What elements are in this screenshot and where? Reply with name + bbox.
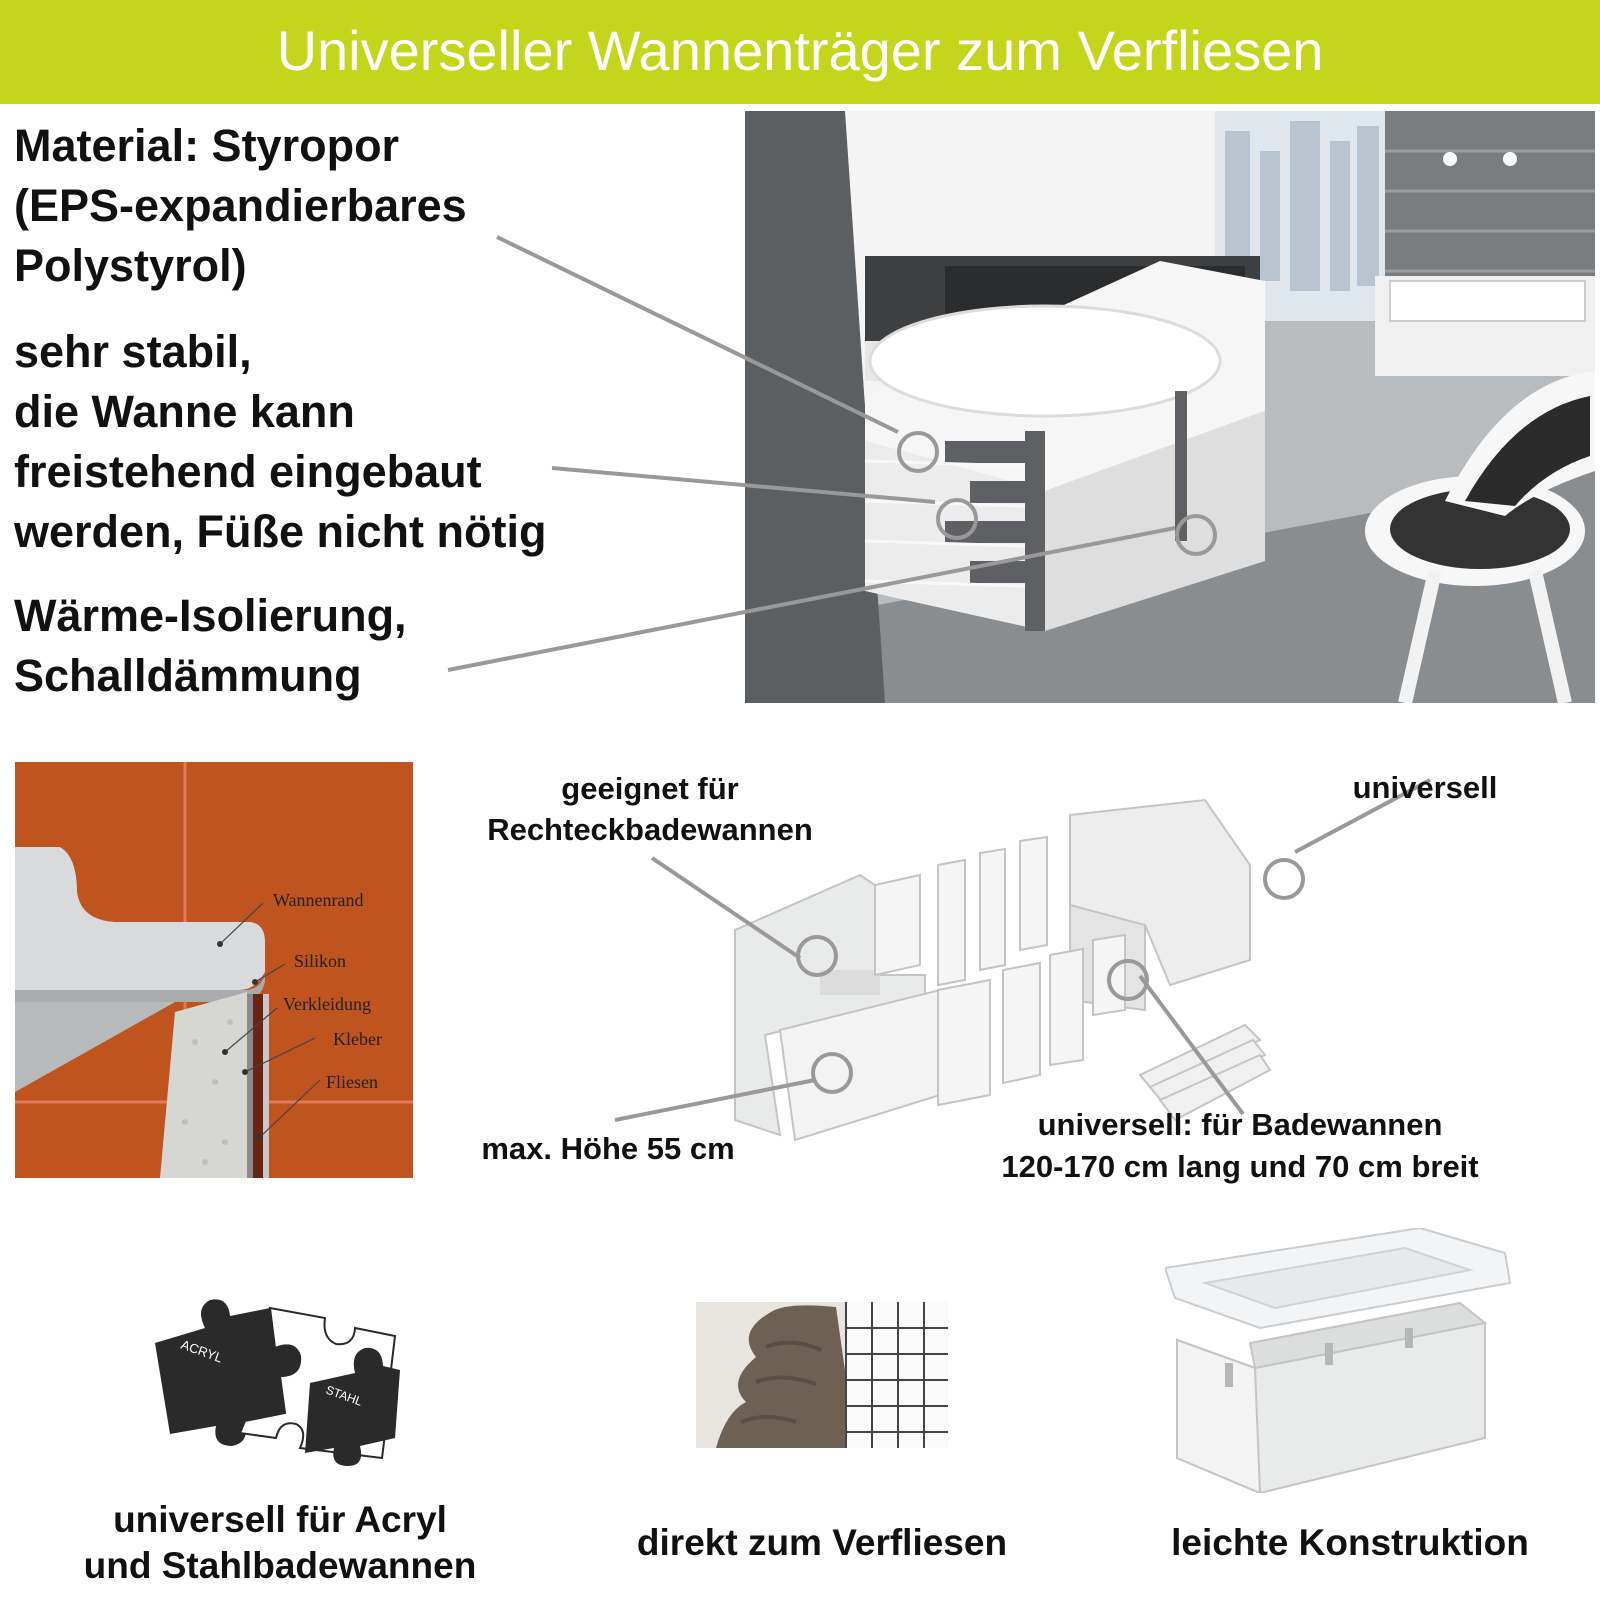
- label-max-height: max. Höhe 55 cm: [481, 1131, 735, 1166]
- puzzle-icon: [150, 1288, 400, 1468]
- feature-material-line2: (EPS-expandierbares: [14, 180, 467, 231]
- feature-stability-line4: werden, Füße nicht nötig: [14, 506, 547, 557]
- feature-stability-line3: freistehend eingebaut: [14, 446, 482, 497]
- callout-lines-top: [0, 0, 1600, 720]
- feature-insulation-line1: Wärme-Isolierung,: [14, 590, 407, 641]
- label-universell: universell: [1352, 770, 1498, 805]
- label-size-line1: universell: für Badewannen: [1037, 1107, 1443, 1142]
- feature-stability-line2: die Wanne kann: [14, 386, 355, 437]
- caption-acryl-line1: universell für Acryl: [113, 1499, 447, 1540]
- label-fliesen: Fliesen: [326, 1072, 378, 1092]
- feature-material-line3: Polystyrol): [14, 240, 247, 291]
- caption-konstruktion: leichte Konstruktion: [1171, 1522, 1529, 1563]
- carrier-with-tub-illustration: [1165, 1228, 1513, 1493]
- label-verkleidung: Verkleidung: [283, 994, 371, 1014]
- caption-verfliesen: direkt zum Verfliesen: [636, 1522, 1008, 1563]
- puzzle-stahl-label: STAHL: [323, 1382, 365, 1409]
- label-size-line2: 120-170 cm lang und 70 cm breit: [1001, 1149, 1479, 1184]
- tile-adhesive-photo: [696, 1262, 948, 1448]
- label-kleber: Kleber: [333, 1029, 382, 1049]
- label-rect-line1: geeignet für: [561, 771, 739, 806]
- feature-stability-line1: sehr stabil,: [14, 326, 252, 377]
- feature-insulation-line2: Schalldämmung: [14, 650, 362, 701]
- puzzle-acryl-label: ACRYL: [178, 1336, 225, 1366]
- label-wannenrand: Wannenrand: [273, 890, 364, 910]
- page-title: Universeller Wannenträger zum Verfliesen: [276, 19, 1324, 82]
- label-silikon: Silikon: [294, 951, 347, 971]
- feature-material-line1: Material: Styropor: [14, 120, 400, 171]
- label-rect-line2: Rechteckbadewannen: [487, 812, 813, 847]
- caption-acryl-line2: und Stahlbadewannen: [83, 1545, 477, 1586]
